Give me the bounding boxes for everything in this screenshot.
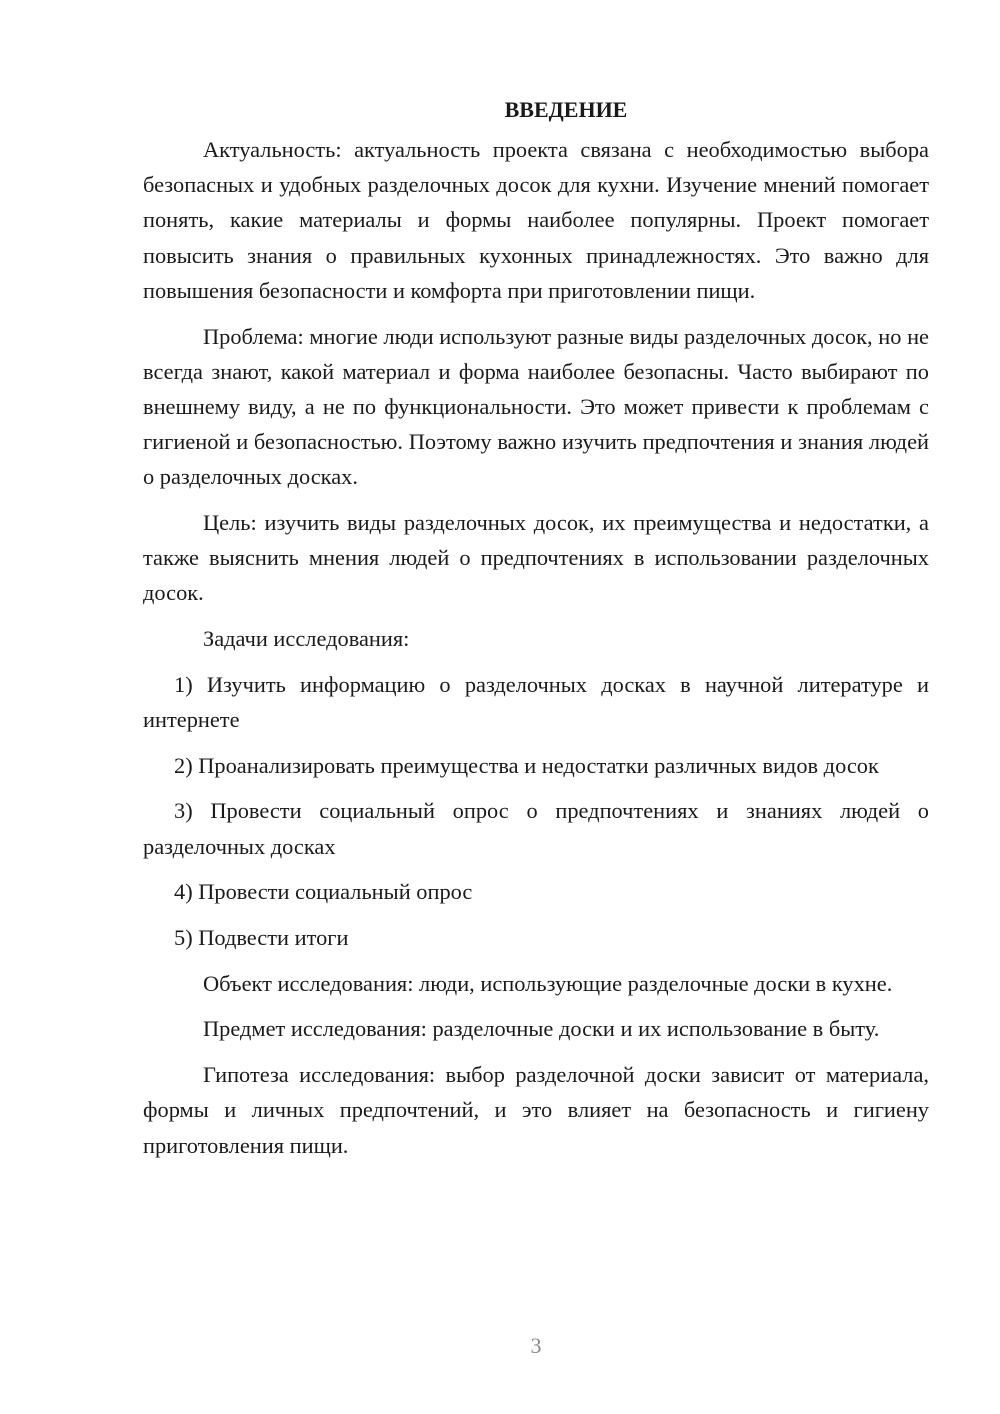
paragraph-goal: Цель: изучить виды разделочных досок, их преимущества и недостатки, а также выяснить мнения людей о предпочтениях в использовании разделочных досок. — [143, 510, 929, 606]
task-item-5: 5) Подвести итоги — [174, 925, 349, 951]
paragraph-hypothesis: Гипотеза исследования: выбор разделочной доски зависит от материала, формы и личных предпочтений, и это влияет на безопасность и гигиену приготовления пищи. — [143, 1062, 929, 1158]
paragraph-subject: Предмет исследования: разделочные доски и их использование в быту. — [203, 1016, 880, 1042]
task-item-3: 3) Провести социальный опрос о предпочтениях и знаниях людей о разделочных досках — [143, 798, 929, 859]
page-title: ВВЕДЕНИЕ — [504, 97, 628, 122]
tasks-heading: Задачи исследования: — [203, 626, 410, 652]
task-item-4: 4) Провести социальный опрос — [174, 879, 473, 905]
paragraph-problem: Проблема: многие люди используют разные виды разделочных досок, но не всегда знают, какой материал и форма наиболее безопасны. Часто выбирают по внешнему виду, а не по функциональности. Это может привести к проблемам с гигиеной и безопасностью. Поэтому важно изучить предпочтения и знания людей о разделочных досках. — [143, 323, 929, 490]
paragraph-relevance: Актуальность: актуальность проекта связана с необходимостью выбора безопасных и удобных разделочных досок для кухни. Изучение мнений помогает понять, какие материалы и формы наиболее популярны. Проект помогает повысить знания о правильных кухонных принадлежностях. Это важно для повышения безопасности и комфорта при приготовлении пищи. — [143, 137, 929, 303]
paragraph-object: Объект исследования: люди, использующие разделочные доски в кухне. — [203, 970, 893, 996]
page-number: 3 — [530, 1333, 542, 1358]
task-item-2: 2) Проанализировать преимущества и недостатки различных видов досок — [174, 752, 879, 778]
task-item-1: 1) Изучить информацию о разделочных досках в научной литературе и интернете — [143, 671, 929, 733]
document-page — [143, 92, 929, 1173]
